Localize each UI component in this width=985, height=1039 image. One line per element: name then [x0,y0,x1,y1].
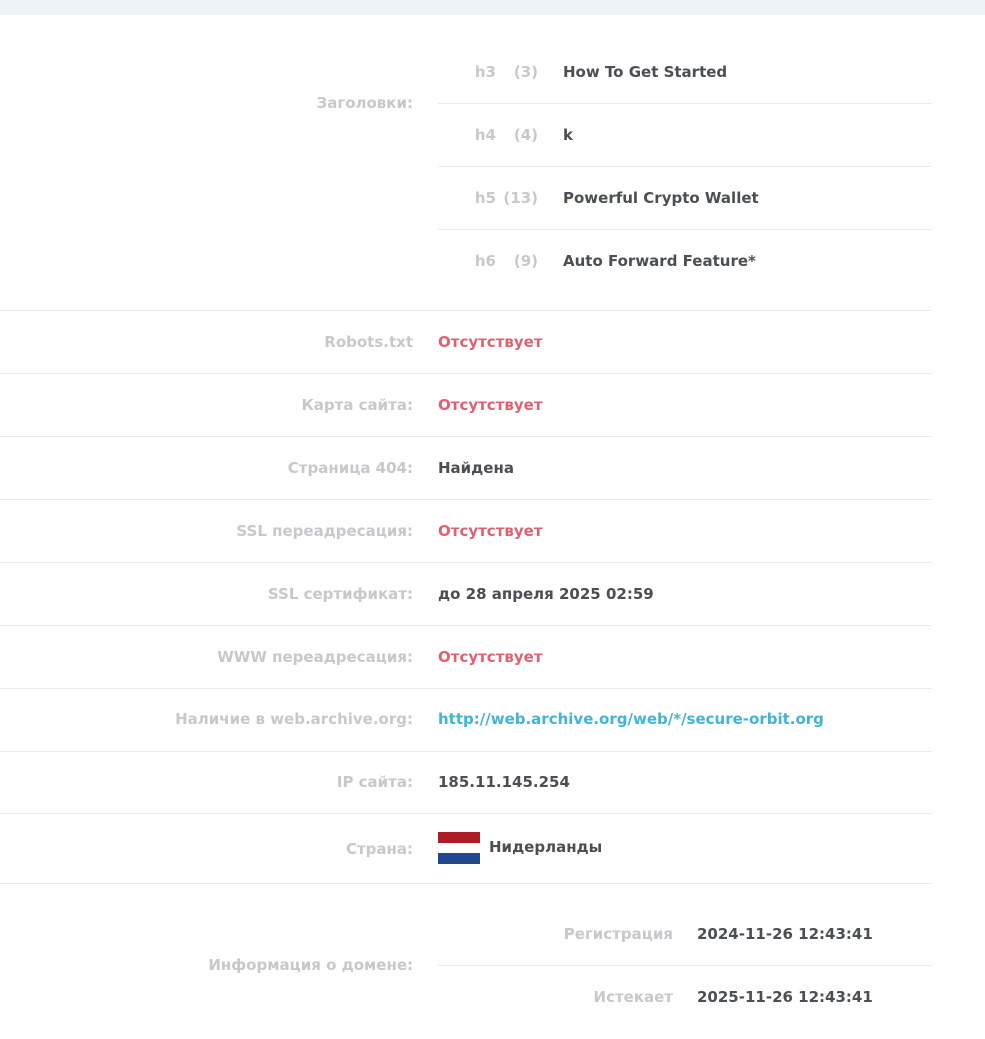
ip-label: IP сайта: [336,773,413,791]
flag-stripe-red [438,832,480,843]
headings-label: Заголовки: [316,94,413,112]
heading-count-h6: (9) [513,252,538,270]
heading-tag-h3: h3 [474,63,496,81]
heading-count-h4: (4) [513,126,538,144]
expires-label: Истекает [593,988,673,1006]
top-bar [0,0,985,15]
sitemap-value: Отсутствует [438,396,543,414]
domain-info-label: Информация о домене: [208,956,413,974]
row-divider [0,499,932,500]
ssl-redirect-value: Отсутствует [438,522,543,540]
ssl-redirect-label: SSL переадресация: [236,522,413,540]
row-divider [0,751,932,752]
heading-count-h5: (13) [503,189,538,207]
divider [438,965,932,966]
ssl-cert-value: до 28 апреля 2025 02:59 [438,585,654,603]
row-divider [0,625,932,626]
heading-count-h3: (3) [513,63,538,81]
divider [438,229,932,230]
heading-text-h3: How To Get Started [563,63,728,81]
registration-value: 2024-11-26 12:43:41 [697,925,873,943]
www-redirect-label: WWW переадресация: [217,648,413,666]
page404-label: Страница 404: [287,459,413,477]
heading-tag-h4: h4 [474,126,496,144]
heading-tag-h5: h5 [474,189,496,207]
archive-label: Наличие в web.archive.org: [175,710,413,728]
registration-label: Регистрация [563,925,673,943]
expires-value: 2025-11-26 12:43:41 [697,988,873,1006]
row-divider [0,883,932,884]
heading-text-h5: Powerful Crypto Wallet [563,189,759,207]
row-divider [0,373,932,374]
row-divider [0,436,932,437]
flag-stripe-blue [438,853,480,864]
ssl-cert-label: SSL сертификат: [267,585,413,603]
www-redirect-value: Отсутствует [438,648,543,666]
country-value: Нидерланды [489,838,603,856]
row-divider [0,562,932,563]
divider [438,103,932,104]
row-divider [0,310,932,311]
robots-label: Robots.txt [324,333,413,351]
divider [438,166,932,167]
robots-value: Отсутствует [438,333,543,351]
ip-value: 185.11.145.254 [438,773,570,791]
flag-stripe-white [438,843,480,854]
netherlands-flag-icon [438,832,480,864]
sitemap-label: Карта сайта: [301,396,413,414]
row-divider [0,688,932,689]
heading-tag-h6: h6 [474,252,496,270]
heading-text-h4: k [563,126,573,144]
country-label: Страна: [345,840,413,858]
page404-value: Найдена [438,459,514,477]
row-divider [0,813,932,814]
heading-text-h6: Auto Forward Feature* [563,252,756,270]
archive-link[interactable]: http://web.archive.org/web/*/secure-orbit.org [438,710,824,728]
